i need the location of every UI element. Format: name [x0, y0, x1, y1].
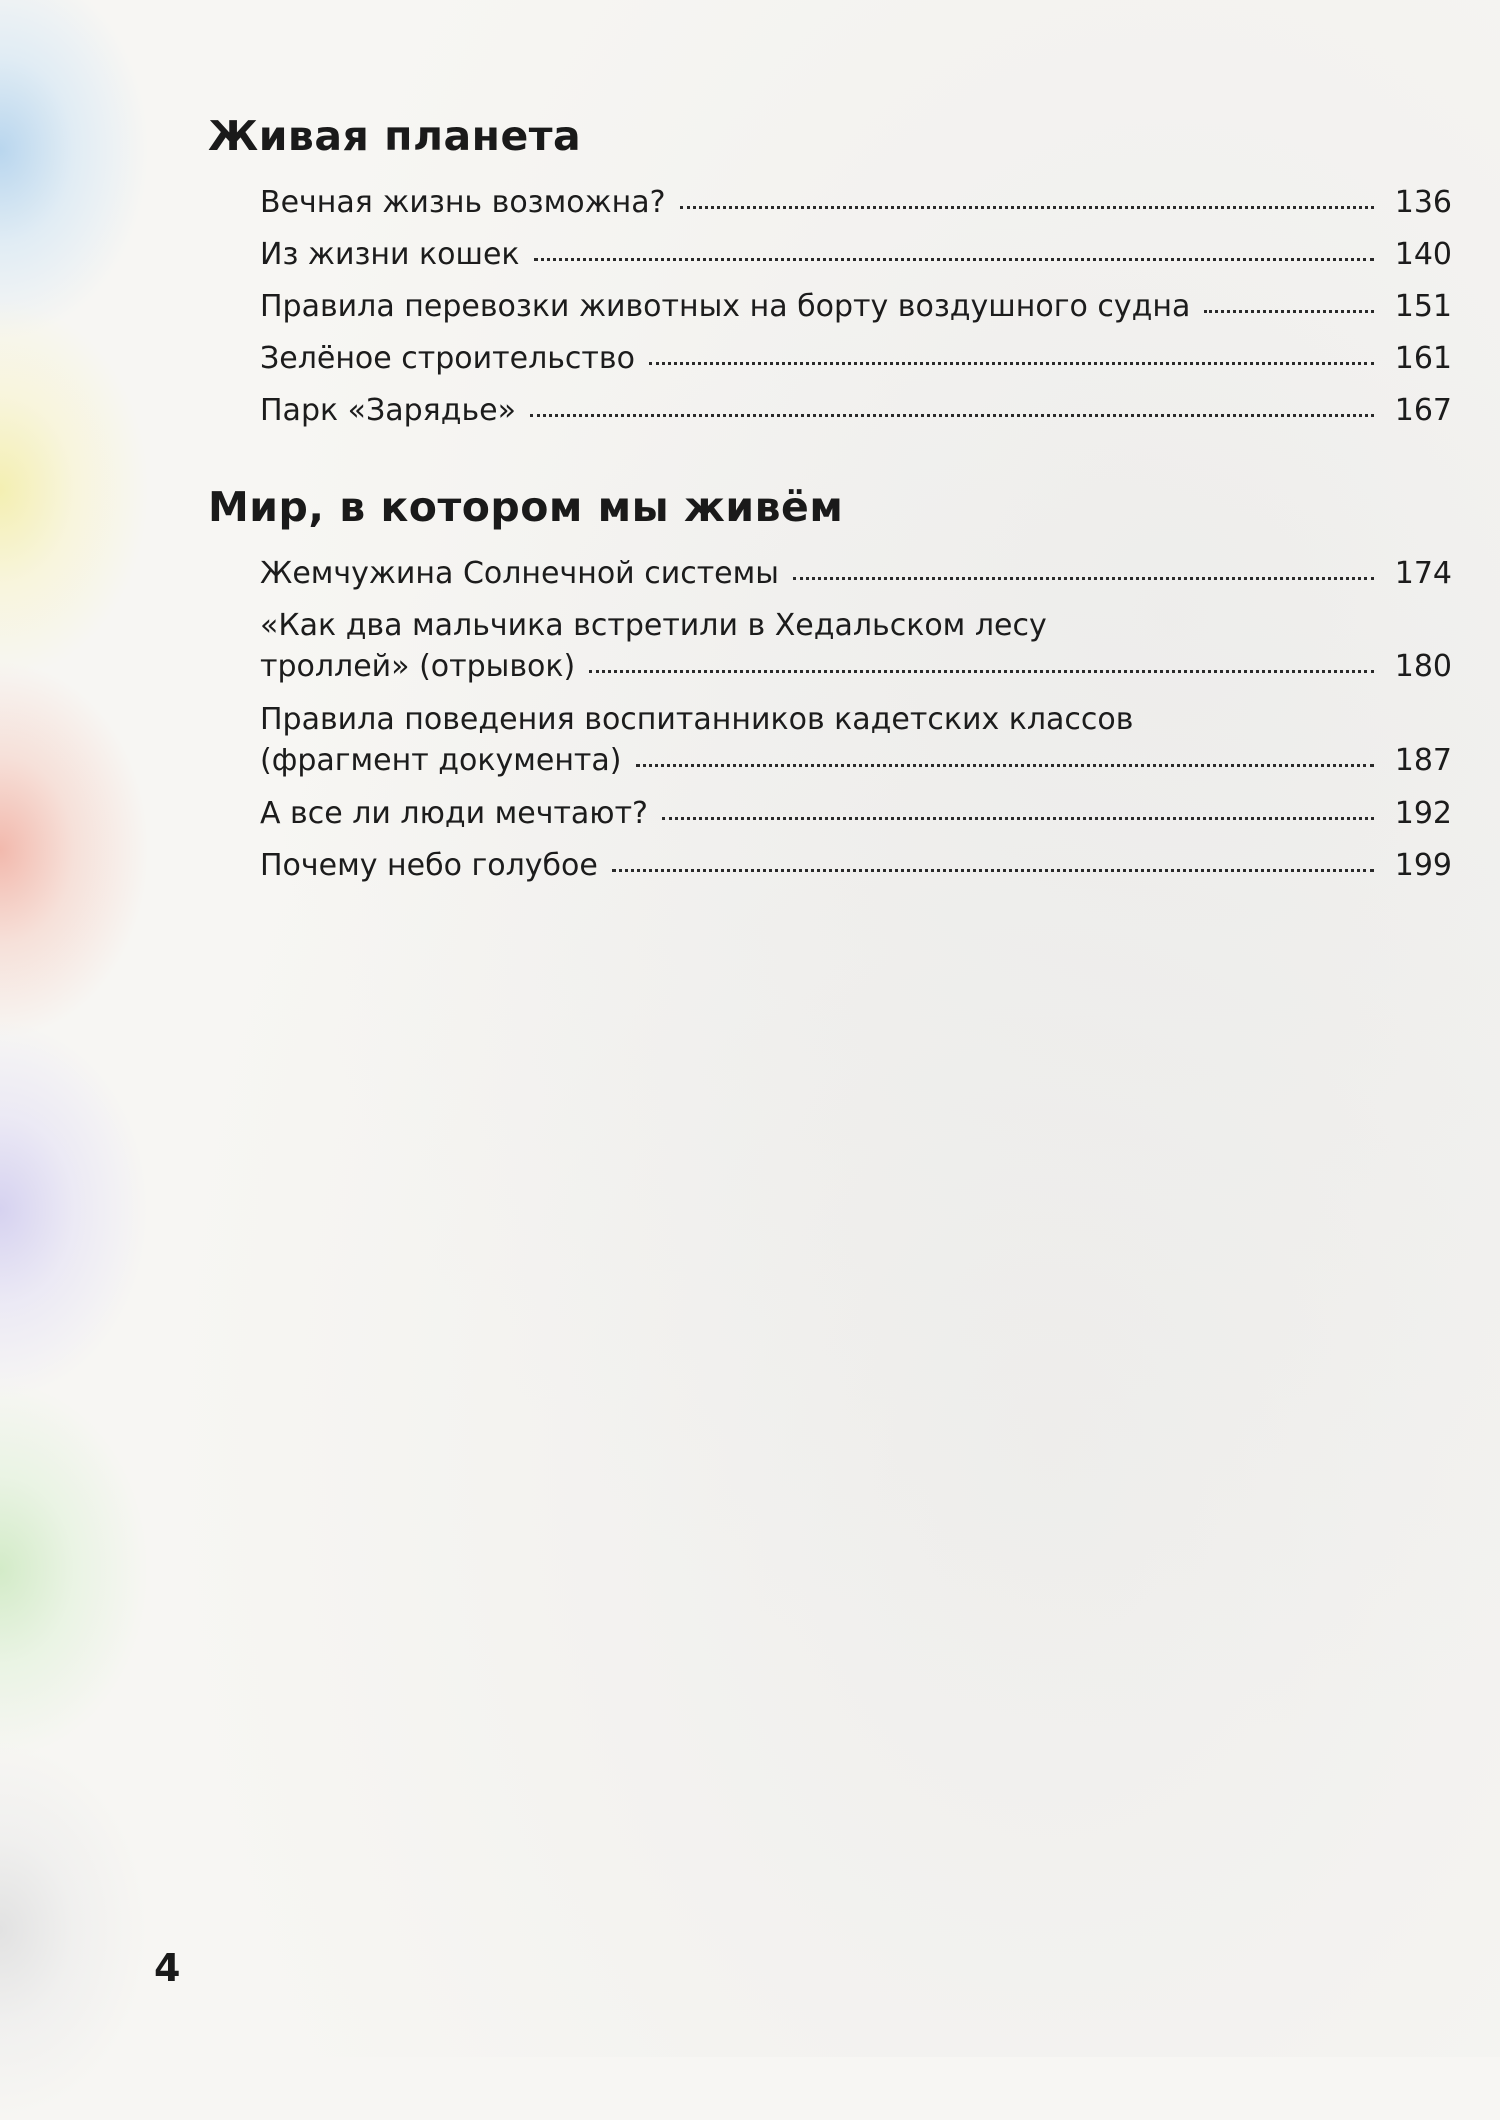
dot-leader: [662, 817, 1374, 820]
toc-entry[interactable]: [260, 286, 1452, 338]
toc-entry[interactable]: [260, 845, 1452, 897]
toc-entry-line: [260, 390, 1452, 431]
dot-leader: [636, 764, 1375, 767]
toc-entry-title: Правила перевозки животных на борту воздушного судна: [260, 289, 1191, 324]
toc-entry-line: [260, 740, 1452, 781]
dot-leader: [793, 577, 1374, 580]
toc-entry-title-line: Правила поведения воспитанников кадетских классов: [260, 702, 1134, 737]
dot-leader: [612, 869, 1374, 872]
toc-entry[interactable]: [260, 182, 1452, 234]
dot-leader: [589, 670, 1374, 673]
dot-leader: [649, 362, 1374, 365]
toc-entry-page: 151: [1394, 289, 1452, 324]
toc-entry-title: Вечная жизнь возможна?: [260, 185, 666, 220]
toc-entry-page: 140: [1394, 237, 1452, 272]
toc-entry-page: 199: [1394, 848, 1452, 883]
toc-entry-line: [260, 553, 1452, 594]
toc-entry-title: троллей» (отрывок): [260, 649, 576, 684]
toc-entry-title-line: «Как два мальчика встретили в Хедальском лесу: [260, 608, 1047, 643]
section-entries-living-planet: [260, 182, 1452, 442]
toc-entry-title: Парк «Зарядье»: [260, 393, 516, 428]
toc-entry-page: 180: [1394, 649, 1452, 684]
toc-entry[interactable]: [260, 793, 1452, 845]
toc-entry-page: 174: [1394, 556, 1452, 591]
toc-entry-line: [260, 286, 1452, 327]
toc-entry-line: [260, 646, 1452, 687]
section-title-living-planet: Живая планета: [208, 112, 582, 160]
toc-entry[interactable]: [260, 699, 1452, 793]
toc-entry-line: [260, 338, 1452, 379]
toc-entry-title: Из жизни кошек: [260, 237, 520, 272]
toc-entry[interactable]: [260, 553, 1452, 605]
toc-entry-page: 136: [1394, 185, 1452, 220]
toc-entry-line: [260, 182, 1452, 223]
toc-entry-page: 187: [1394, 743, 1452, 778]
toc-entry-line: [260, 845, 1452, 886]
toc-entry-title: Почему небо голубое: [260, 848, 598, 883]
toc-entry-line: [260, 234, 1452, 275]
dot-leader: [530, 414, 1374, 417]
toc-entry-title: А все ли люди мечтают?: [260, 796, 648, 831]
dot-leader: [534, 258, 1374, 261]
toc-entry[interactable]: [260, 605, 1452, 699]
toc-entry-line: [260, 793, 1452, 834]
dot-leader: [680, 206, 1374, 209]
toc-entry-title: (фрагмент документа): [260, 743, 622, 778]
section-title-world-we-live-in: Мир, в котором мы живём: [208, 483, 844, 531]
dot-leader: [1204, 310, 1374, 313]
toc-entry[interactable]: [260, 390, 1452, 442]
toc-entry-page: 167: [1394, 393, 1452, 428]
toc-entry[interactable]: [260, 338, 1452, 390]
toc-entry-page: 161: [1394, 341, 1452, 376]
toc-entry[interactable]: [260, 234, 1452, 286]
toc-entry-title: Зелёное строительство: [260, 341, 635, 376]
section-entries-world-we-live-in: [260, 553, 1452, 897]
toc-entry-title: Жемчужина Солнечной системы: [260, 556, 779, 591]
page-number: 4: [154, 1946, 181, 1990]
toc-entry-page: 192: [1394, 796, 1452, 831]
